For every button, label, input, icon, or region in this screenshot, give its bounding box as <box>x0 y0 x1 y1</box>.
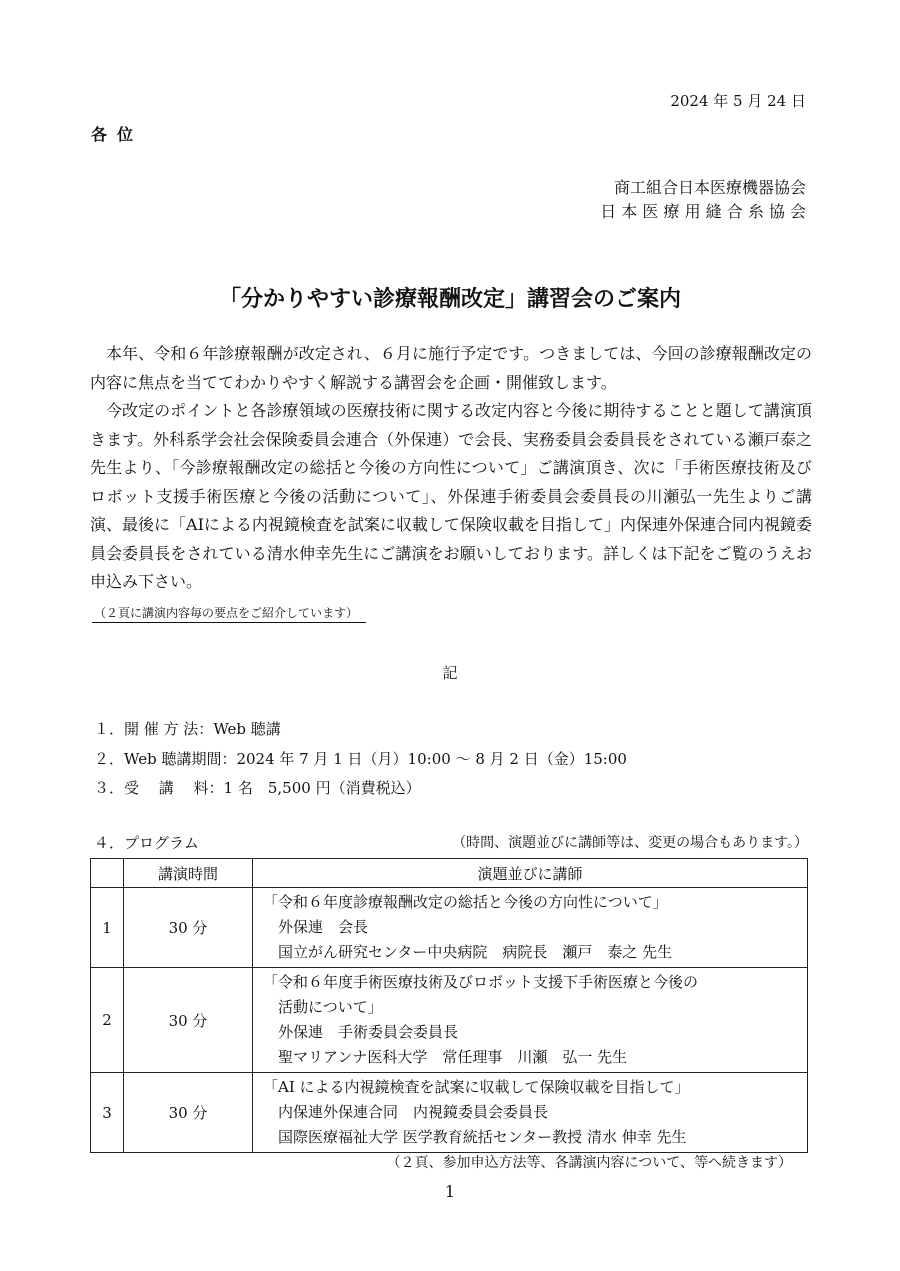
body-text <box>90 340 812 597</box>
row-time: 30 分 <box>124 968 253 1073</box>
row-detail <box>253 888 808 968</box>
table-row <box>91 1073 808 1153</box>
body-paragraph-1: 本年、令和６年診療報酬が改定され、６月に施行予定です。つきましては、今回の診療報酬改定の内容に焦点を当ててわかりやすく解説する講習会を企画・開催致します。 <box>90 344 812 392</box>
detail-method <box>94 715 627 745</box>
lecture-role: 外保連 会長 <box>278 918 369 936</box>
sender-block <box>600 176 806 224</box>
ki-heading: 記 <box>442 664 458 682</box>
detail-value: 1 名 5,500 円（消費税込） <box>223 779 421 797</box>
lecture-role: 内保連外保連合同 内視鏡委員会委員長 <box>278 1103 549 1121</box>
addressee: 各位 <box>91 125 144 144</box>
program-label: ４．プログラム <box>94 834 199 852</box>
row-time: 30 分 <box>124 1073 253 1153</box>
lecture-title: 「令和６年度診療報酬改定の総括と今後の方向性について」 <box>263 893 668 911</box>
row-detail <box>253 1073 808 1153</box>
row-time: 30 分 <box>124 888 253 968</box>
detail-period <box>94 745 627 775</box>
event-details <box>94 715 627 804</box>
sender-line-2: 日 本 医 療 用 縫 合 糸 協 会 <box>600 202 806 221</box>
lecture-speaker: 聖マリアンナ医科大学 常任理事 川瀬 弘一 先生 <box>278 1048 628 1066</box>
page2-note: （２頁に講演内容毎の要点をご紹介しています） <box>92 604 366 623</box>
detail-value: Web 聴講 <box>213 720 281 738</box>
detail-label: ３．受 講 料： <box>94 779 224 797</box>
program-header-row <box>91 859 808 888</box>
program-table <box>90 858 808 1153</box>
page-number: 1 <box>444 1182 456 1201</box>
lecture-title: 「令和６年度手術医療技術及びロボット支援下手術医療と今後の <box>263 973 699 991</box>
header-detail: 演題並びに講師 <box>253 859 808 888</box>
detail-fee <box>94 774 627 804</box>
lecture-speaker: 国立がん研究センター中央病院 病院長 瀬戸 泰之 先生 <box>278 943 673 961</box>
program-change-note: （時間、演題並びに講師等は、変更の場合もあります。） <box>452 835 808 851</box>
row-no: 2 <box>91 968 124 1073</box>
row-no: 3 <box>91 1073 124 1153</box>
sender-line-1: 商工組合日本医療機器協会 <box>613 178 806 197</box>
table-row <box>91 888 808 968</box>
lecture-role: 外保連 手術委員会委員長 <box>278 1023 459 1041</box>
row-no: 1 <box>91 888 124 968</box>
detail-label: １．開 催 方 法： <box>94 720 214 738</box>
lecture-title-cont: 活動について」 <box>278 998 383 1016</box>
row-detail <box>253 968 808 1073</box>
lecture-title: 「AI による内視鏡検査を試案に収載して保険収載を目指して」 <box>263 1078 690 1096</box>
body-paragraph-2: 今改定のポイントと各診療領域の医療技術に関する改定内容と今後に期待することと題して講演頂きます。外科系学会社会保険委員会連合（外保連）で会長、実務委員会委員長をされている瀬戸泰之先生より、「今診療報酬改定の総括と今後の方向性について」ご講演頂き、次に「手術医療技術及びロボット支援手術医療と今後の活動について」、外保連手術委員会委員長の川瀬弘一先生よりご講演、最後に「AIによる内視鏡検査を試案に収載して保険収載を目指して」内保連外保連合同内視鏡委員会委員長をされている清水伸幸先生にご講演をお願いしております。詳しくは下記をご覧のうえお申込み下さい。 <box>90 401 812 591</box>
continued-note: （２頁、参加申込方法等、各講演内容について、等へ続きます） <box>386 1155 792 1171</box>
header-no <box>91 859 124 888</box>
document-title: 「分かりやすい診療報酬改定」講習会のご案内 <box>218 287 681 312</box>
header-time: 講演時間 <box>124 859 253 888</box>
lecture-speaker: 国際医療福祉大学 医学教育統括センター教授 清水 伸幸 先生 <box>278 1128 687 1146</box>
document-date: 2024 年 5 月 24 日 <box>670 92 806 110</box>
detail-value: 2024 年 7 月 1 日（月）10:00 ～ 8 月 2 日（金）15:00 <box>236 749 627 768</box>
table-row <box>91 968 808 1073</box>
detail-label: ２．Web 聴講期間： <box>94 749 237 768</box>
